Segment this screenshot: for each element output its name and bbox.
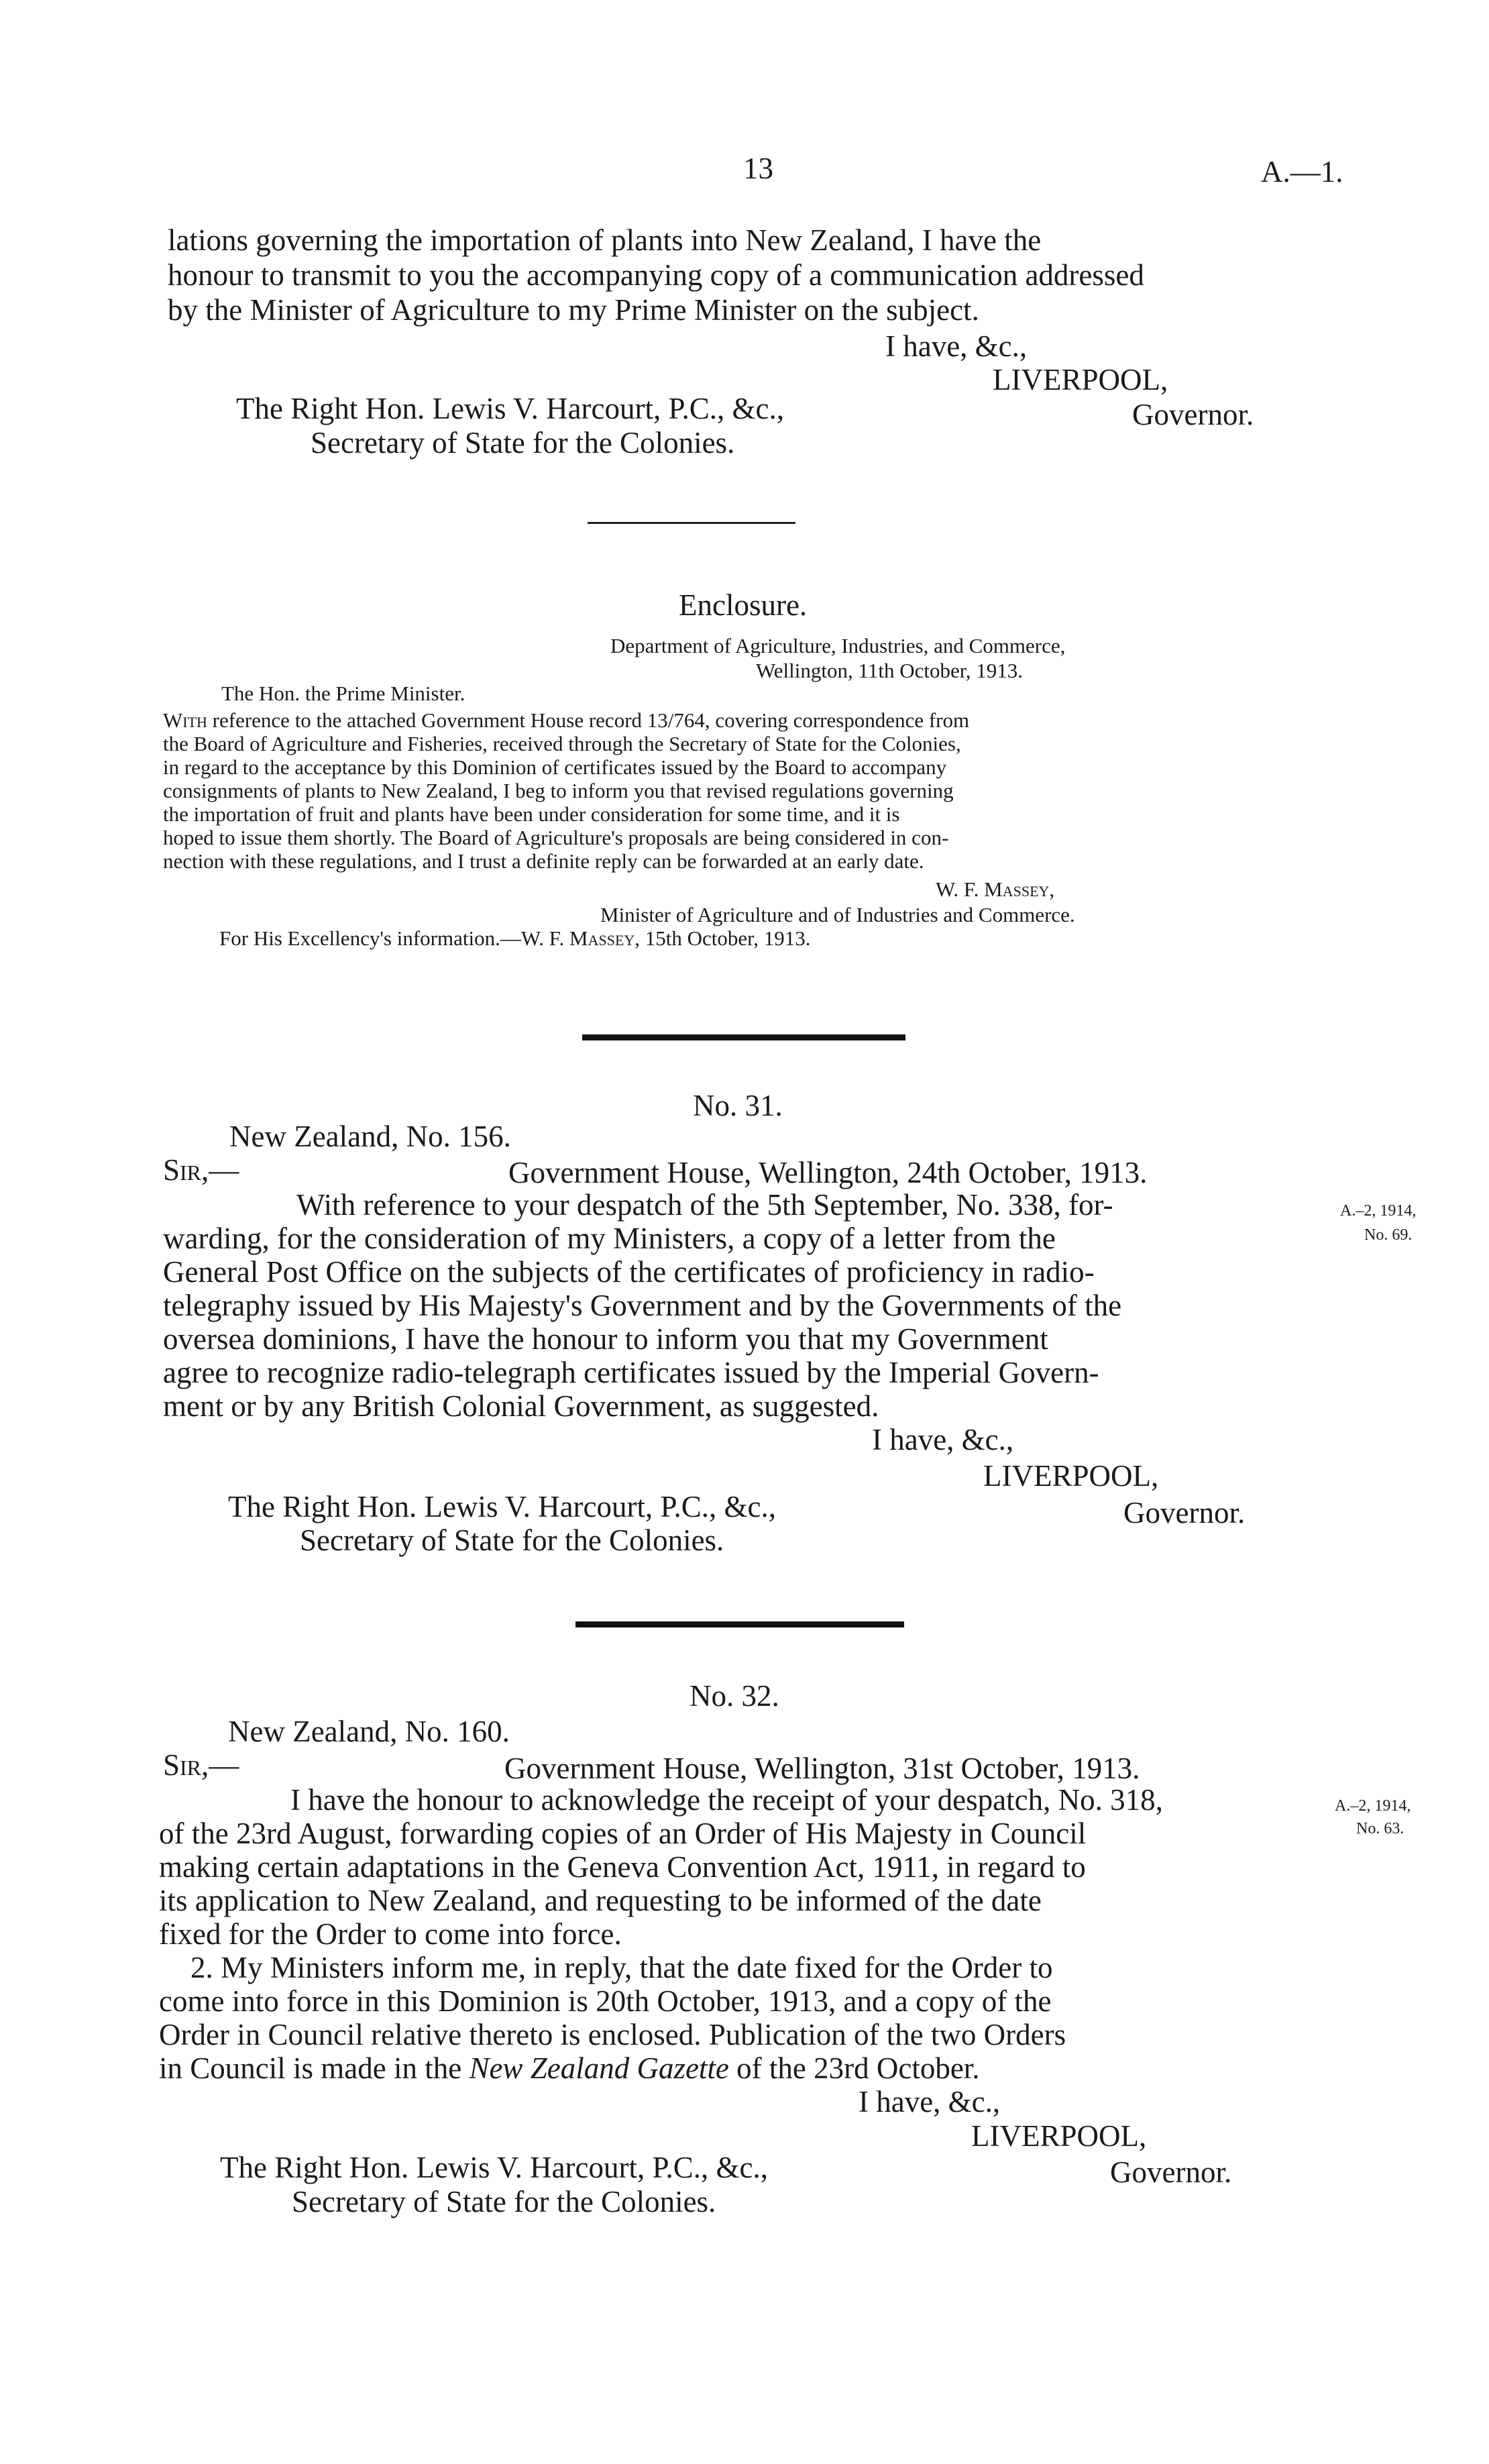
body-line: honour to transmit to you the accompanying copy of a communication addressed xyxy=(168,258,1144,292)
body-line: the importation of fruit and plants have been under consideration for some time, and it is xyxy=(163,802,900,826)
body-line: oversea dominions, I have the honour to inform you that my Government xyxy=(163,1322,1048,1356)
note-prefix: For His Excellency's information.—W. F. xyxy=(219,926,565,950)
body-line xyxy=(159,2051,980,2086)
body-line: come into force in this Dominion is 20th October, 1913, and a copy of the xyxy=(159,1984,1052,2018)
note-name: Massey, xyxy=(569,926,641,950)
section-divider xyxy=(582,1034,905,1040)
body-line: in regard to the acceptance by this Dominion of certificates issued by the Board to accompany xyxy=(163,755,947,779)
body-line xyxy=(163,709,969,732)
line-text: reference to the attached Government House record 13/764, covering correspondence from xyxy=(212,708,970,732)
body-line: consignments of plants to New Zealand, I beg to inform you that revised regulations governing xyxy=(163,779,954,802)
body-line: telegraphy issued by His Majesty's Government and by the Governments of the xyxy=(163,1289,1122,1322)
addressee-role: Secretary of State for the Colonies. xyxy=(311,426,735,460)
signer-title: Governor. xyxy=(1123,1496,1246,1530)
page-number: 13 xyxy=(743,152,773,185)
opening-word: With xyxy=(163,708,207,732)
body-line: making certain adaptations in the Geneva Convention Act, 1911, in regard to xyxy=(159,1850,1086,1884)
salutation: Sir,— xyxy=(163,1748,239,1782)
signature: LIVERPOOL, xyxy=(983,1459,1159,1493)
signature: LIVERPOOL, xyxy=(993,363,1168,396)
signature: LIVERPOOL, xyxy=(971,2119,1147,2153)
body-line: 2. My Ministers inform me, in reply, that the date fixed for the Order to xyxy=(190,1951,1053,1984)
margin-reference: No. 63. xyxy=(1356,1820,1404,1837)
body-line: General Post Office on the subjects of the certificates of proficiency in radio- xyxy=(163,1255,1095,1289)
body-line: I have the honour to acknowledge the receipt of your despatch, No. 318, xyxy=(290,1783,1163,1817)
closing: I have, &c., xyxy=(872,1423,1014,1456)
enclosure-place-date: Wellington, 11th October, 1913. xyxy=(756,659,1024,682)
salutation: Sir,— xyxy=(163,1153,239,1187)
letter-reference: New Zealand, No. 156. xyxy=(229,1120,511,1153)
addressee: The Right Hon. Lewis V. Harcourt, P.C., &c., xyxy=(236,392,785,425)
addressee: The Right Hon. Lewis V. Harcourt, P.C., &c., xyxy=(220,2151,769,2184)
information-note xyxy=(219,927,810,950)
body-line: of the 23rd August, forwarding copies of an Order of His Majesty in Council xyxy=(159,1817,1087,1850)
body-line: ment or by any British Colonial Government, as suggested. xyxy=(163,1389,879,1423)
line-text: in Council is made in the xyxy=(159,2051,462,2085)
body-line: hoped to issue them shortly. The Board of Agriculture's proposals are being considered in con- xyxy=(163,826,949,849)
body-line: agree to recognize radio-telegraph certificates issued by the Imperial Govern- xyxy=(163,1356,1099,1389)
closing: I have, &c., xyxy=(859,2085,1001,2119)
margin-reference: A.–2, 1914, xyxy=(1340,1202,1417,1220)
body-line: fixed for the Order to come into force. xyxy=(159,1917,622,1951)
margin-reference: No. 69. xyxy=(1364,1226,1413,1244)
divider xyxy=(588,522,795,524)
letter-number: No. 32. xyxy=(690,1679,779,1713)
letter-reference: New Zealand, No. 160. xyxy=(228,1715,510,1748)
body-line: warding, for the consideration of my Ministers, a copy of a letter from the xyxy=(163,1222,1056,1255)
line-text: of the 23rd October. xyxy=(736,2051,980,2085)
closing: I have, &c., xyxy=(885,329,1028,363)
signer-title: Governor. xyxy=(1110,2155,1232,2189)
section-divider xyxy=(575,1621,904,1627)
body-line: lations governing the importation of plants into New Zealand, I have the xyxy=(168,223,1042,257)
body-line: its application to New Zealand, and requesting to be informed of the date xyxy=(159,1884,1042,1917)
enclosure-department: Department of Agriculture, Industries, and Commerce, xyxy=(610,634,1066,657)
enclosure-signer: W. F. Massey, xyxy=(936,877,1055,901)
enclosure-recipient: The Hon. the Prime Minister. xyxy=(221,682,465,705)
addressee-role: Secretary of State for the Colonies. xyxy=(300,1523,724,1557)
body-line: nection with these regulations, and I trust a definite reply can be forwarded at an early date. xyxy=(163,849,924,873)
dateline: Government House, Wellington, 24th October, 1913. xyxy=(508,1156,1148,1189)
gazette-title: New Zealand Gazette xyxy=(469,2051,729,2085)
addressee-role: Secretary of State for the Colonies. xyxy=(292,2185,716,2218)
body-line: by the Minister of Agriculture to my Prime Minister on the subject. xyxy=(168,293,979,327)
addressee: The Right Hon. Lewis V. Harcourt, P.C., &c., xyxy=(228,1490,777,1523)
enclosure-heading: Enclosure. xyxy=(679,588,808,622)
body-line: Order in Council relative thereto is enclosed. Publication of the two Orders xyxy=(159,2018,1066,2051)
letter-number: No. 31. xyxy=(693,1089,783,1122)
body-line: With reference to your despatch of the 5th September, No. 338, for- xyxy=(296,1188,1113,1222)
enclosure-signer-title: Minister of Agriculture and of Industries and Commerce. xyxy=(600,903,1075,926)
dateline: Government House, Wellington, 31st October, 1913. xyxy=(504,1752,1140,1785)
document-reference: A.—1. xyxy=(1261,155,1343,189)
body-line: the Board of Agriculture and Fisheries, received through the Secretary of State for the Colonies, xyxy=(163,732,961,755)
signer-title: Governor. xyxy=(1132,398,1254,431)
margin-reference: A.–2, 1914, xyxy=(1335,1797,1411,1815)
note-date: 15th October, 1913. xyxy=(645,926,811,950)
